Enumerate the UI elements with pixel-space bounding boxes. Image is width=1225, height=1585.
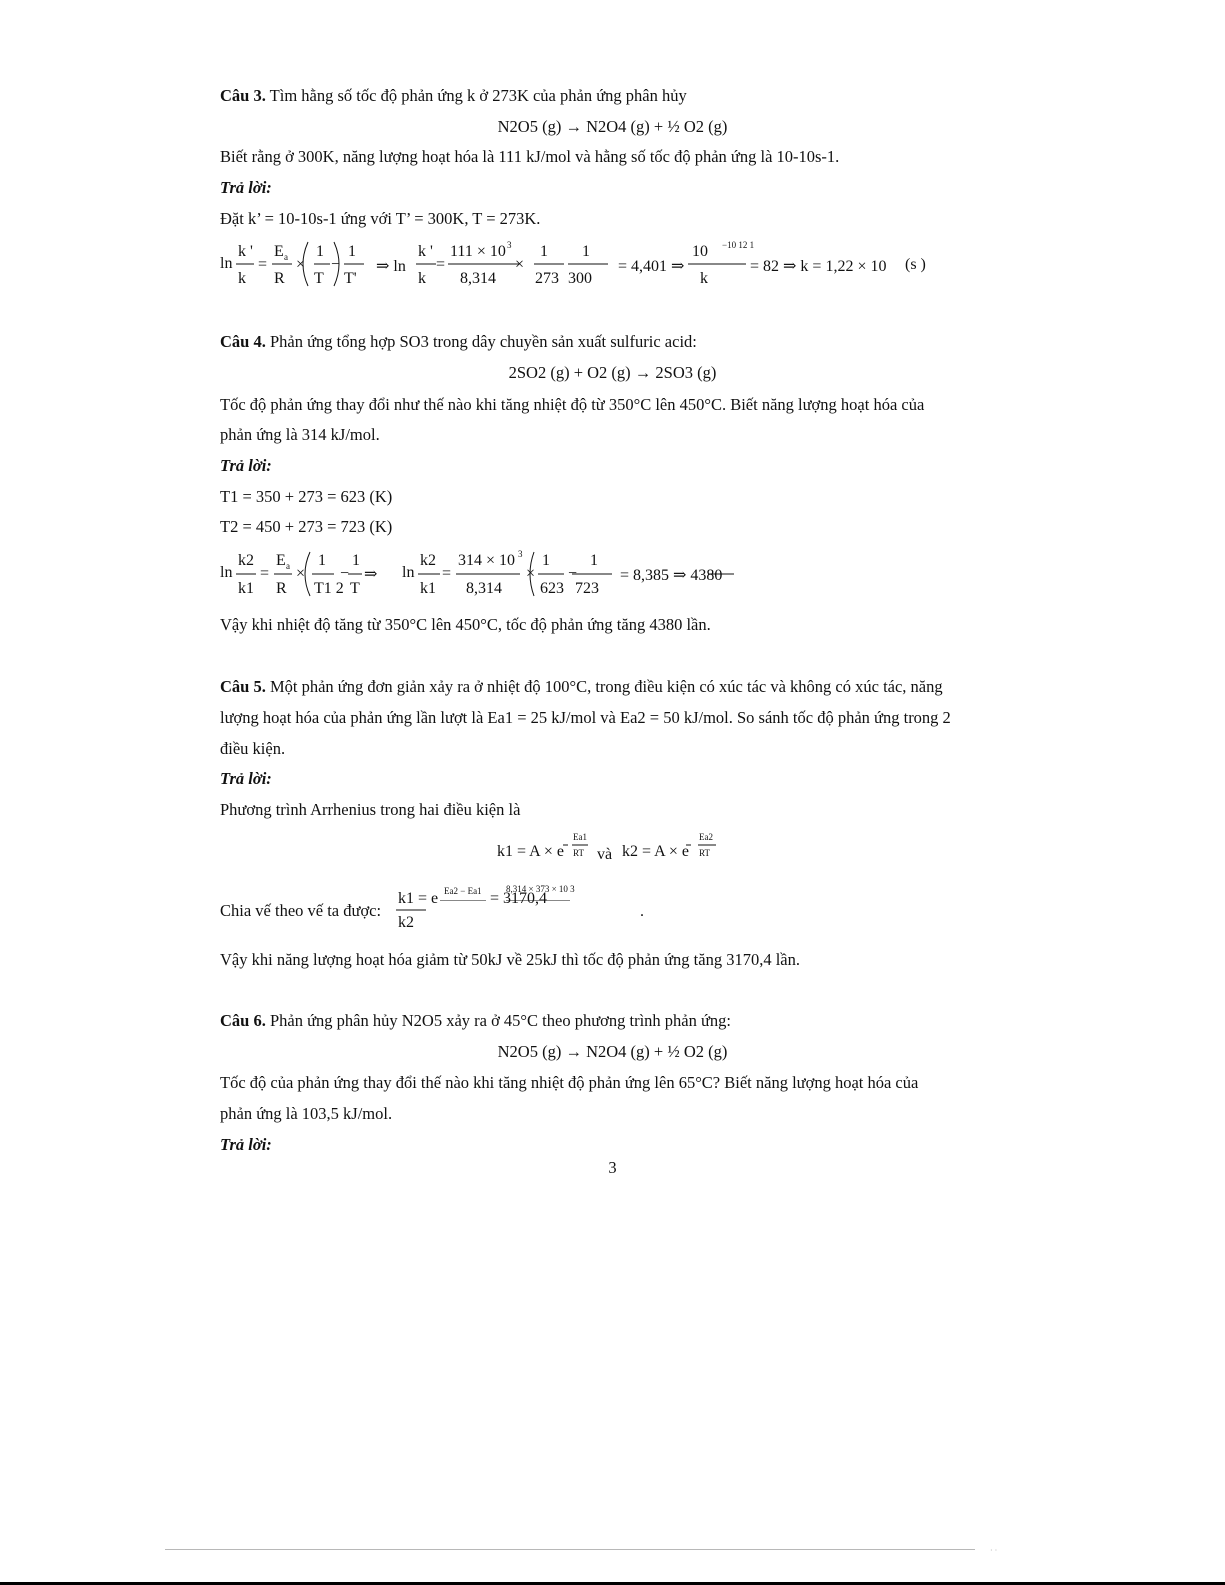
page-divider (165, 1549, 975, 1550)
q5-text-line2: lượng hoạt hóa của phản ứng lần lượt là Ea1 = 25 kJ/mol và Ea2 = 50 kJ/mol. So sánh tốc độ phản ứng trong 2 (220, 708, 951, 727)
q4-question-line2: phản ứng là 314 kJ/mol. (220, 425, 380, 444)
q5-text-line3: điều kiện. (220, 739, 286, 758)
q3-equation: N2O5 (g) → N2O4 (g) + ½ O2 (g) (497, 117, 728, 136)
q5-answer-label: Trả lời: (220, 769, 272, 788)
q4-t2: T2 = 450 + 273 = 723 (K) (220, 517, 393, 536)
q6-question-line1: Tốc độ của phản ứng thay đổi thế nào khi tăng nhiệt độ phản ứng lên 65°C? Biết năng lượng hoạt hóa của (220, 1073, 919, 1092)
q5-heading: Câu 5. Một phản ứng đơn giản xảy ra ở nhiệt độ 100°C, trong điều kiện có xúc tác và không có xúc tác, năng (220, 677, 943, 696)
q4-conclusion: Vậy khi nhiệt độ tăng từ 350°C lên 450°C, tốc độ phản ứng tăng 4380 lần. (220, 615, 711, 634)
page-number: 3 (608, 1158, 617, 1177)
q3-set: Đặt k’ = 10-10s-1 ứng với T’ = 300K, T = 273K. (220, 209, 541, 228)
q3-answer-label: Trả lời: (220, 178, 272, 197)
q3-heading: Câu 3. Tìm hằng số tốc độ phản ứng k ở 273K của phản ứng phân hủy (220, 86, 687, 105)
q4-equation: 2SO2 (g) + O2 (g) → 2SO3 (g) (508, 363, 717, 382)
q4-answer-label: Trả lời: (220, 456, 272, 475)
q5-conclusion: Vậy khi năng lượng hoạt hóa giảm từ 50kJ về 25kJ thì tốc độ phản ứng tăng 3170,4 lần. (220, 950, 800, 969)
divider-dots: · · (990, 1546, 998, 1555)
q6-heading: Câu 6. Phản ứng phân hủy N2O5 xảy ra ở 45°C theo phương trình phản ứng: (220, 1011, 732, 1030)
q4-question-line1: Tốc độ phản ứng thay đổi như thế nào khi tăng nhiệt độ từ 350°C lên 450°C. Biết năng lượng hoạt hóa của (220, 395, 925, 414)
q6-answer-label: Trả lời: (220, 1135, 272, 1154)
q6-question-line2: phản ứng là 103,5 kJ/mol. (220, 1104, 393, 1123)
q5-divide: Chia vế theo vế ta được: (220, 901, 382, 920)
q6-equation: N2O5 (g) → N2O4 (g) + ½ O2 (g) (497, 1042, 728, 1061)
q4-heading: Câu 4. Phản ứng tổng hợp SO3 trong dây chuyền sản xuất sulfuric acid: (220, 332, 697, 351)
q4-t1: T1 = 350 + 273 = 623 (K) (220, 487, 393, 506)
q5-intro: Phương trình Arrhenius trong hai điều kiện là (220, 800, 521, 819)
q3-given: Biết rằng ở 300K, năng lượng hoạt hóa là 111 kJ/mol và hằng số tốc độ phản ứng là 10-10s-1. (220, 147, 840, 166)
